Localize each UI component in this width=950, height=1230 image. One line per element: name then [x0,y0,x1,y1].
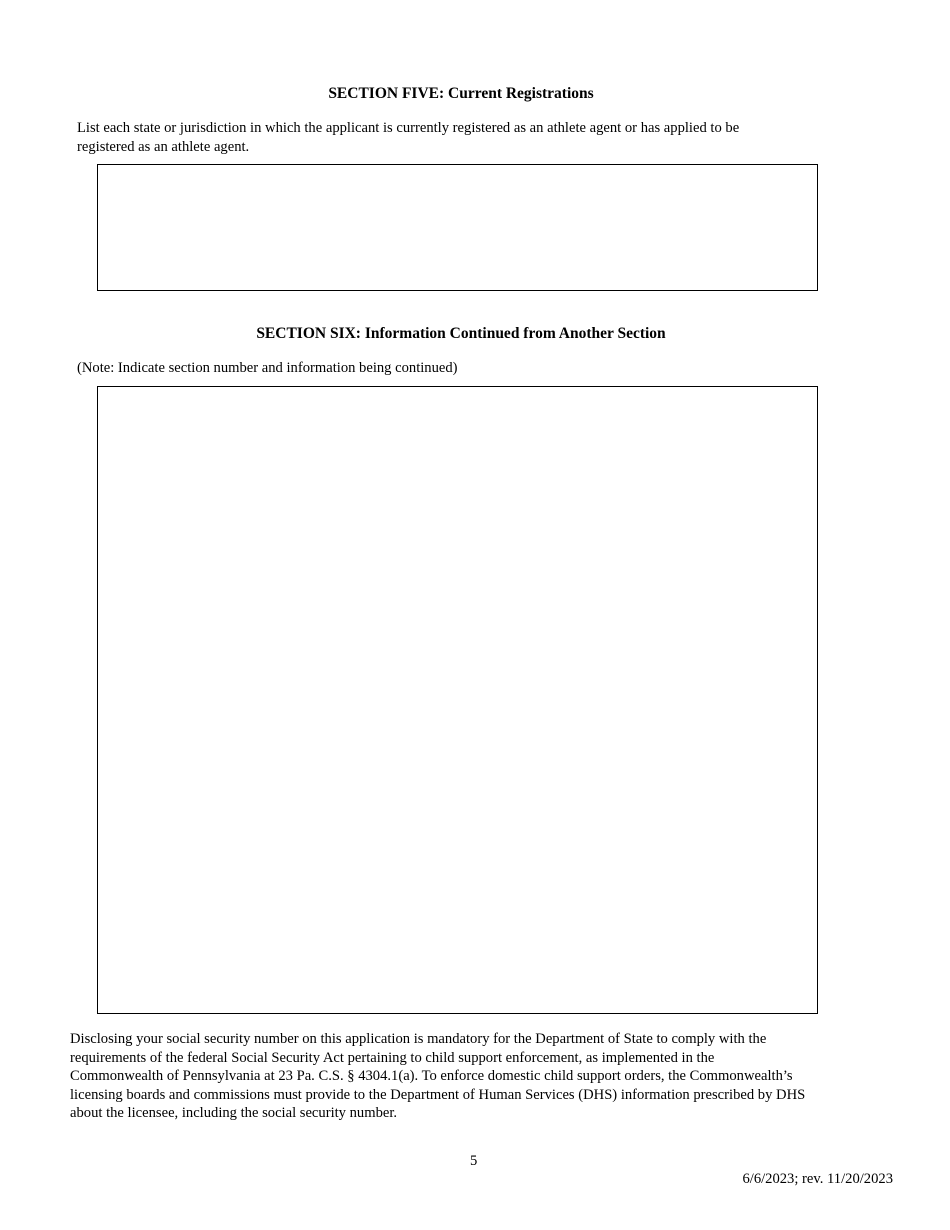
disclosure-line: licensing boards and commissions must provide to the Department of Human Services (DHS) information prescribed by DHS [70,1086,806,1103]
disclosure-line: Disclosing your social security number on this application is mandatory for the Department of State to comply with the [70,1031,767,1047]
disclosure-line: Commonwealth of Pennsylvania at 23 Pa. C.S. § 4304.1(a). To enforce domestic child support orders, the Commonwealth’s [70,1068,793,1085]
revision-date: 6/6/2023; rev. 11/20/2023 [742,1171,893,1187]
section-six-note [77,359,458,378]
current-registrations-field[interactable] [97,164,818,291]
page-number: 5 [470,1153,478,1169]
disclosure-line: about the licensee, including the social security number. [70,1105,398,1122]
section-six-title: SECTION SIX: Information Continued from Another Section [256,325,666,342]
instruction-line: List each state or jurisdiction in which the applicant is currently registered as an athlete agent or has applied to be [77,120,740,136]
note-text: (Note: Indicate section number and information being continued) [77,360,458,376]
section-five-title: SECTION FIVE: Current Registrations [328,85,594,102]
section-five-instructions [77,119,739,156]
instruction-line: registered as an athlete agent. [77,138,250,155]
disclosure-line: requirements of the federal Social Security Act pertaining to child support enforcement, as implemented in the [70,1049,715,1066]
ssn-disclosure [70,1030,805,1123]
continued-information-field[interactable] [97,386,818,1014]
